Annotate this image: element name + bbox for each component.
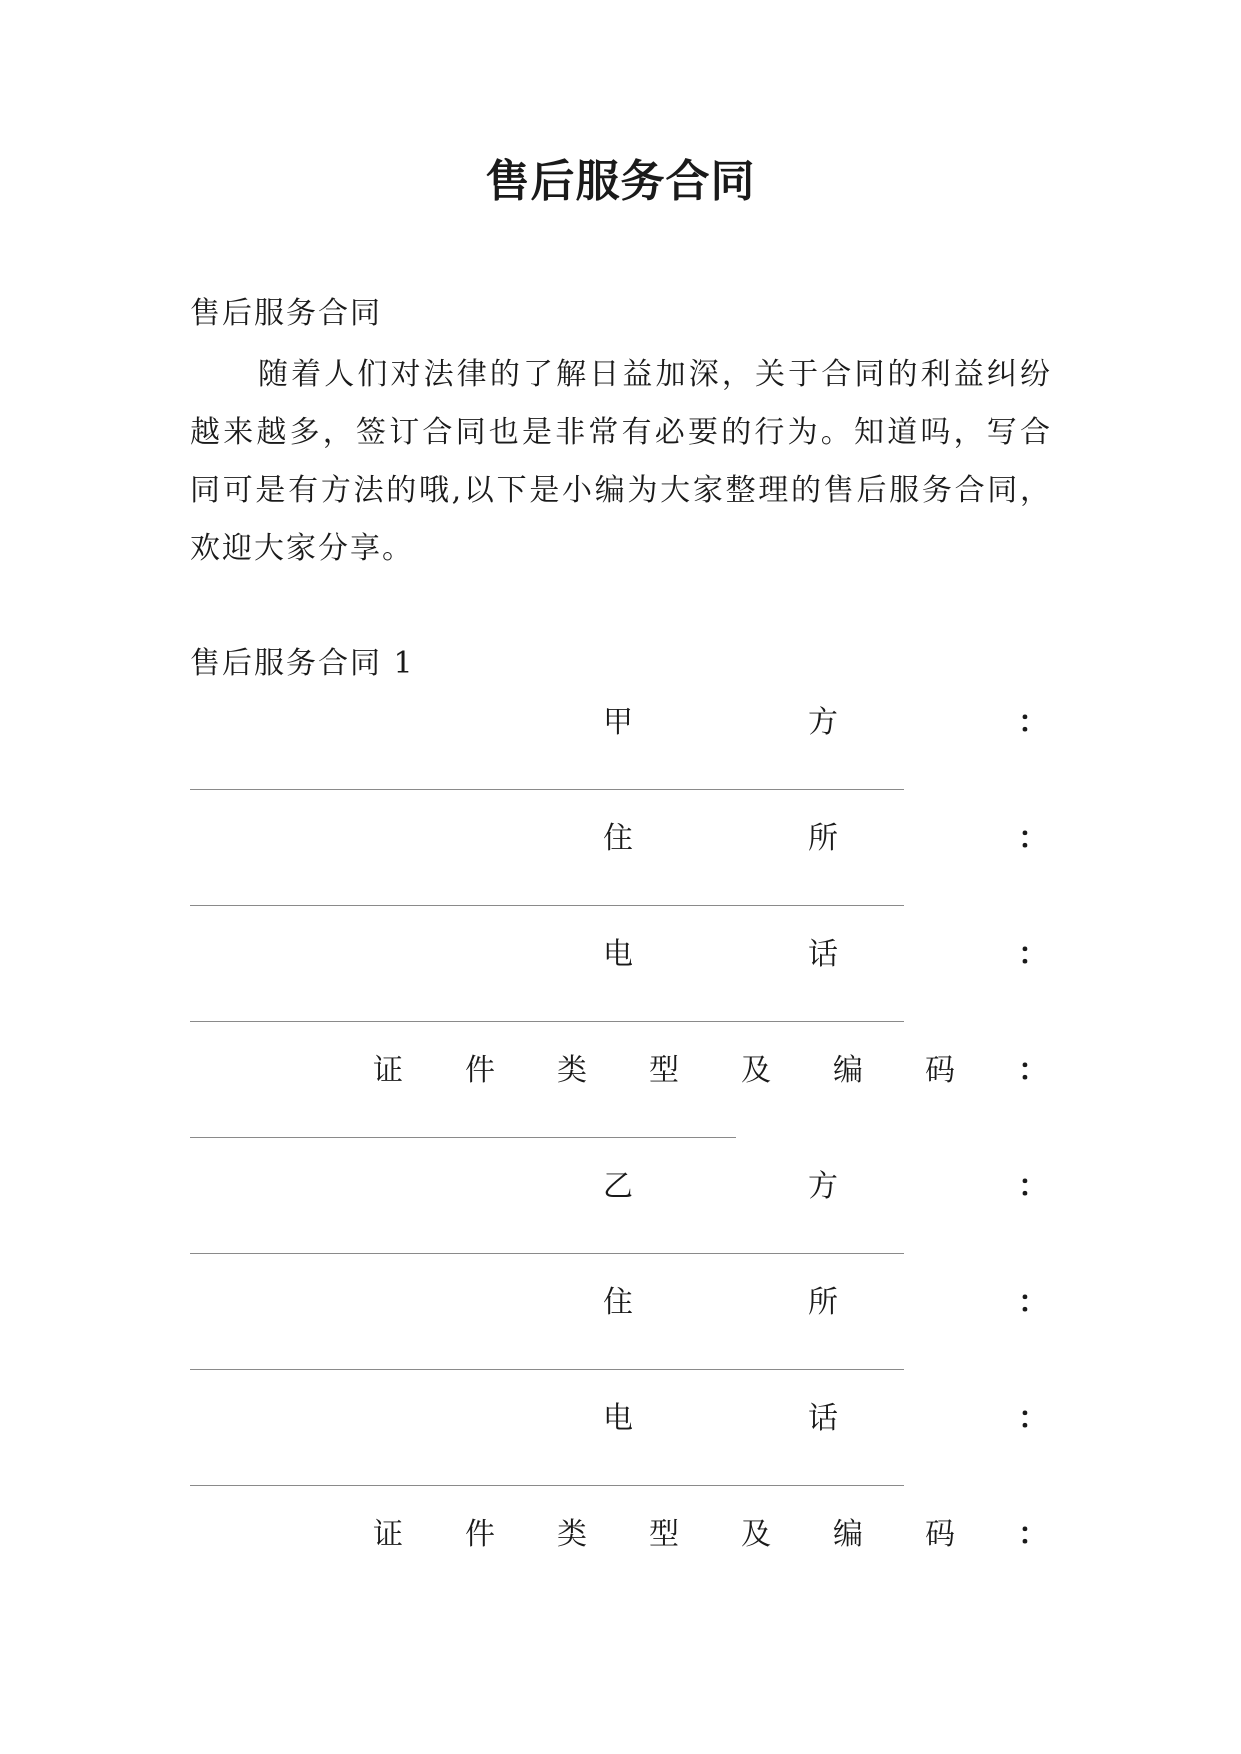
party-a-id-blank (190, 1137, 736, 1138)
label-char: 编 (833, 1517, 863, 1552)
intro-paragraph: 随着人们对法律的了解日益加深，关于合同的利益纠纷越来越多，签订合同也是非常有必要的行为。知道吗，写合同可是有方法的哦,以下是小编为大家整理的售后服务合同，欢迎大家分享。 (190, 357, 1052, 566)
party-a-address-blank (190, 905, 904, 906)
party-b-name-row (0, 1165, 1241, 1209)
label-char: 码 (925, 1517, 955, 1552)
colon: ： (1018, 1169, 1048, 1204)
colon: ： (1018, 705, 1048, 740)
label-char: 件 (465, 1517, 495, 1552)
label-char: 件 (465, 1053, 495, 1088)
party-a-name-row (0, 701, 1241, 745)
document-subtitle: 售后服务合同 (190, 296, 382, 331)
label-char: 乙 (603, 1169, 633, 1204)
party-b-address-row (0, 1281, 1241, 1325)
label-char: 电 (603, 1401, 633, 1436)
party-a-phone-row (0, 933, 1241, 977)
label-char: 住 (603, 821, 633, 856)
label-char: 话 (808, 937, 838, 972)
label-char: 电 (603, 937, 633, 972)
party-b-phone-row (0, 1397, 1241, 1441)
label-char: 方 (808, 705, 838, 740)
colon: ： (1018, 937, 1048, 972)
party-a-id-row (0, 1049, 1241, 1093)
colon: ： (1018, 1517, 1048, 1552)
party-b-phone-blank (190, 1485, 904, 1486)
section-heading: 售后服务合同 1 (190, 646, 415, 681)
party-b-address-blank (190, 1369, 904, 1370)
label-char: 证 (373, 1517, 403, 1552)
label-char: 及 (741, 1053, 771, 1088)
label-char: 编 (833, 1053, 863, 1088)
party-b-name-blank (190, 1253, 904, 1254)
label-char: 甲 (603, 705, 633, 740)
label-char: 话 (808, 1401, 838, 1436)
label-char: 及 (741, 1517, 771, 1552)
party-a-phone-blank (190, 1021, 904, 1022)
party-a-address-row (0, 817, 1241, 861)
label-char: 所 (808, 821, 838, 856)
label-char: 证 (373, 1053, 403, 1088)
label-char: 码 (925, 1053, 955, 1088)
label-char: 类 (557, 1517, 587, 1552)
label-char: 方 (808, 1169, 838, 1204)
label-char: 类 (557, 1053, 587, 1088)
colon: ： (1018, 1285, 1048, 1320)
colon: ： (1018, 1053, 1048, 1088)
label-char: 型 (649, 1517, 679, 1552)
document-title: 售后服务合同 (485, 156, 756, 207)
party-a-name-blank (190, 789, 904, 790)
colon: ： (1018, 1401, 1048, 1436)
label-char: 所 (808, 1285, 838, 1320)
label-char: 住 (603, 1285, 633, 1320)
label-char: 型 (649, 1053, 679, 1088)
colon: ： (1018, 821, 1048, 856)
party-b-id-row (0, 1513, 1241, 1557)
